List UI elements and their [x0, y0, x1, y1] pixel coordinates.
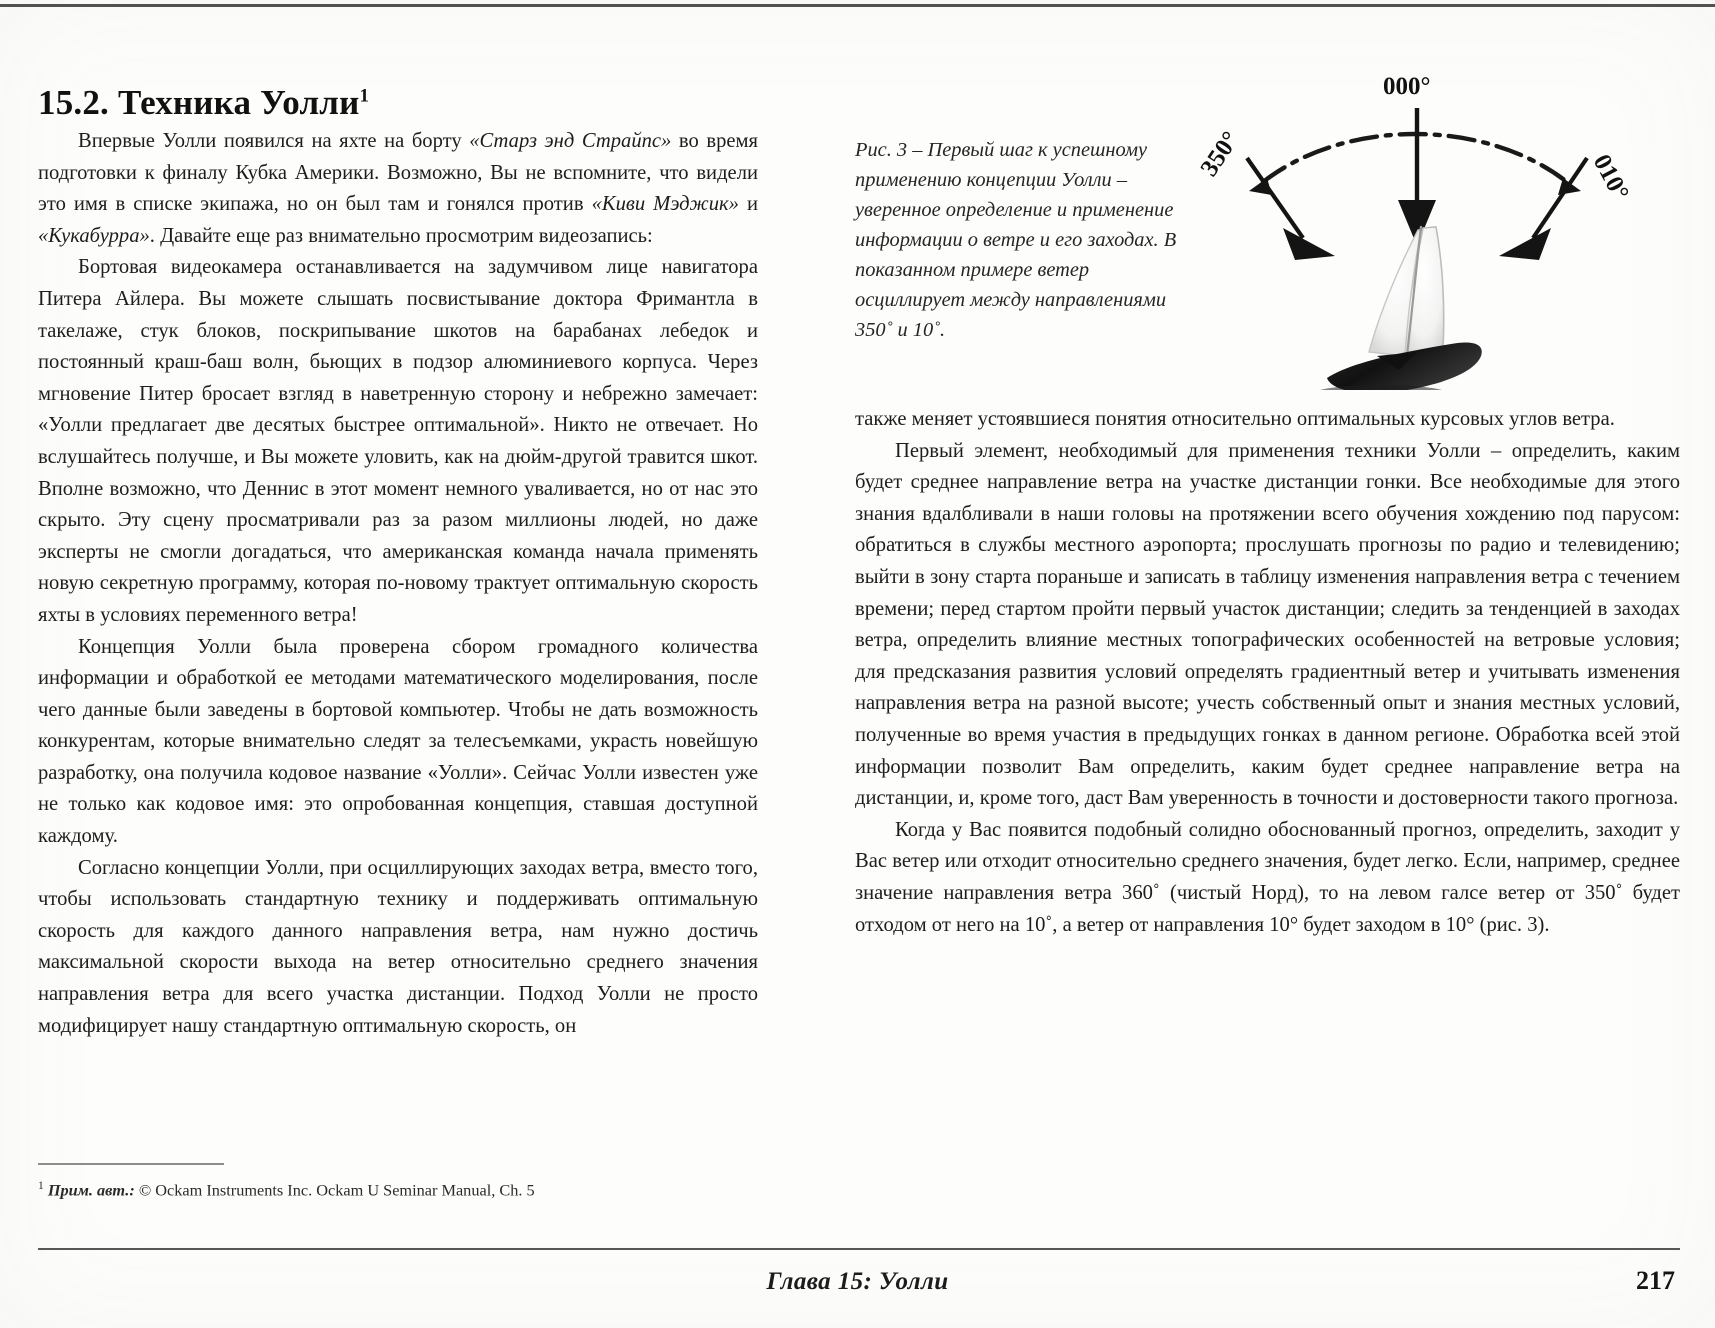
text-run: Бортовая видеокамера останавливается на задумчивом лице навигатора Питера Айлера. Вы можете слышать посвистывание доктора Фримантла в такелаже, стук блоков, поскрипывание шкотов на барабанах лебедок и постоянный краш-баш волн, бьющих в подзор алюминиевого корпуса. Через мгновение Питер бросает взгляд в наветренную сторону и небрежно замечает: «Уолли предлагает две десятых быстрее оптимальной». Никто не отвечает. Но вслушайтесь получше, и Вы можете уловить, как на дюйм-другой травится шкот. Вполне возможно, что Деннис в этот момент немного уваливается, но от нас это скрыто. Эту сцену просматривали раз за разом миллионы людей, но даже эксперты не смогли догадаться, что американская команда начала применять новую секретную программу, которая по-новому трактует оптимальную скорость яхты в условиях переменного ветра! [38, 256, 758, 626]
paragraph-r2 [855, 436, 1680, 815]
text-run: во время подготовки к финалу Кубка Америки. Возможно, Вы не вспомните, что видели это имя в списке экипажа, но он был там и гонялся против [38, 130, 759, 216]
page-title-text: 15.2. Техника Уолли [38, 83, 360, 123]
wind-arrow-010 [1499, 158, 1587, 260]
footnote-marker: 1 [38, 1180, 44, 1192]
emphasis-run: «Киви Мэджик» [591, 193, 739, 216]
text-run: Концепция Уолли была проверена сбором громадного количества информации и обработкой ее методами математического моделирования, после чего данные были заведены в бортовой компьютер. Чтобы не дать возможность конкурентам, которые внимательно следят за телесъемками, украсть новейшую разработку, она получила кодовое название «Уолли». Сейчас Уолли известен уже не только как кодовое имя: это опробованная концепция, ставшая доступной каждому. [38, 635, 758, 848]
footnote-text [38, 1176, 758, 1200]
footer-chapter-title: Глава 15: Уолли [766, 1268, 949, 1295]
text-run: Когда у Вас появится подобный солидно обоснованный прогноз, определить, заходит у Вас ветер или отходит относительно среднего значения, будет легко. Если, например, среднее значение направления ветра 360˚ (чистый Норд), то на левом галсе ветер от 350˚ будет отходом от него на 10˚, а ветер от направления 10° будет заходом в 10° (рис. 3). [855, 818, 1680, 936]
footnote-source-label: Прим. авт.: [47, 1180, 135, 1200]
wind-label-010: 010° [1587, 150, 1634, 205]
text-run: Впервые Уолли появился на яхте на борту [78, 130, 470, 152]
heading-footnote-marker: 1 [359, 85, 370, 107]
hull-shadow [1313, 385, 1449, 390]
wind-oscillation-diagram [1155, 60, 1675, 390]
wind-label-000: 000° [1383, 73, 1431, 100]
text-run: и [738, 193, 759, 216]
figure-3 [855, 60, 1680, 390]
text-run: также меняет устоявшиеся понятия относительно оптимальных курсовых углов ветра. [855, 408, 1615, 430]
emphasis-run: «Старз энд Страйпс» [469, 130, 672, 152]
paragraph-r3 [855, 815, 1680, 941]
footnote-block [38, 1163, 758, 1200]
paragraph-p3 [38, 632, 758, 853]
text-run: Первый элемент, необходимый для применения техники Уолли – определить, каким будет среднее направление ветра на участке дистанции гонки. Все необходимые для этого знания вдалбливали в наши головы на протяжении всего обучения хождению под парусом: обратиться в службы местного аэропорта; прослушать прогнозы по радио и телевидению; выйти в зону старта пораньше и записать в таблицу изменения направления ветра с течением времени; перед стартом пройти первый участок дистанции; следить за тенденцией в заходах ветра, определить влияние местных топографических особенностей на ветровые условия; для предсказания развития условий определять градиентный ветер и учитывать изменения направления ветра на разной высоте; учесть собственный опыт и знания местных условий, полученные во время участия в предыдущих гонках в данном регионе. Обработка всей этой информации позволит Вам определить, каким будет среднее направление ветра на дистанции, и, кроме того, даст Вам уверенность в точности и достоверности такого прогноза. [855, 439, 1680, 810]
left-column-body [38, 126, 758, 1042]
footer-separator-rule [38, 1248, 1680, 1250]
figure-caption: Рис. 3 – Первый шаг к успешному применению концепции Уолли – уверенное определение и применение информации о ветре и его заходах. В показанном примере ветер осциллирует между направлениями 350˚ и 10˚. [855, 139, 1177, 341]
text-run: . Давайте еще раз внимательно просмотрим видеозапись: [149, 224, 653, 247]
paragraph-p2 [38, 252, 758, 631]
sailboat-with-wind-arrows-illustration [1155, 60, 1675, 390]
paragraph-p4 [38, 853, 758, 1043]
page-title [38, 83, 758, 123]
right-column-body [855, 404, 1680, 941]
sailboat [1313, 226, 1482, 390]
wind-arrow-000 [1398, 108, 1436, 246]
paragraph-r1 [855, 404, 1680, 436]
text-run: Согласно концепции Уолли, при осциллирующих заходах ветра, вместо того, чтобы использовать стандартную технику и поддерживать оптимальную скорость для каждого данного направления ветра, нам нужно достичь максимальной скорости выхода на ветер относительно среднего значения направления ветра для всего участка дистанции. Подход Уолли не просто модифицирует нашу стандартную оптимальную скорость, он [38, 856, 758, 1037]
footnote-source-text: © Ockam Instruments Inc. Ockam U Seminar Manual, Ch. 5 [134, 1180, 535, 1200]
page-top-rule [0, 4, 1715, 7]
footnote-separator-rule [38, 1163, 224, 1165]
paragraph-p1 [38, 126, 758, 252]
page-number: 217 [1636, 1266, 1675, 1295]
wind-arrow-350 [1247, 158, 1335, 260]
wind-label-350: 350° [1195, 126, 1245, 182]
emphasis-run: «Кукабурра» [38, 224, 150, 247]
